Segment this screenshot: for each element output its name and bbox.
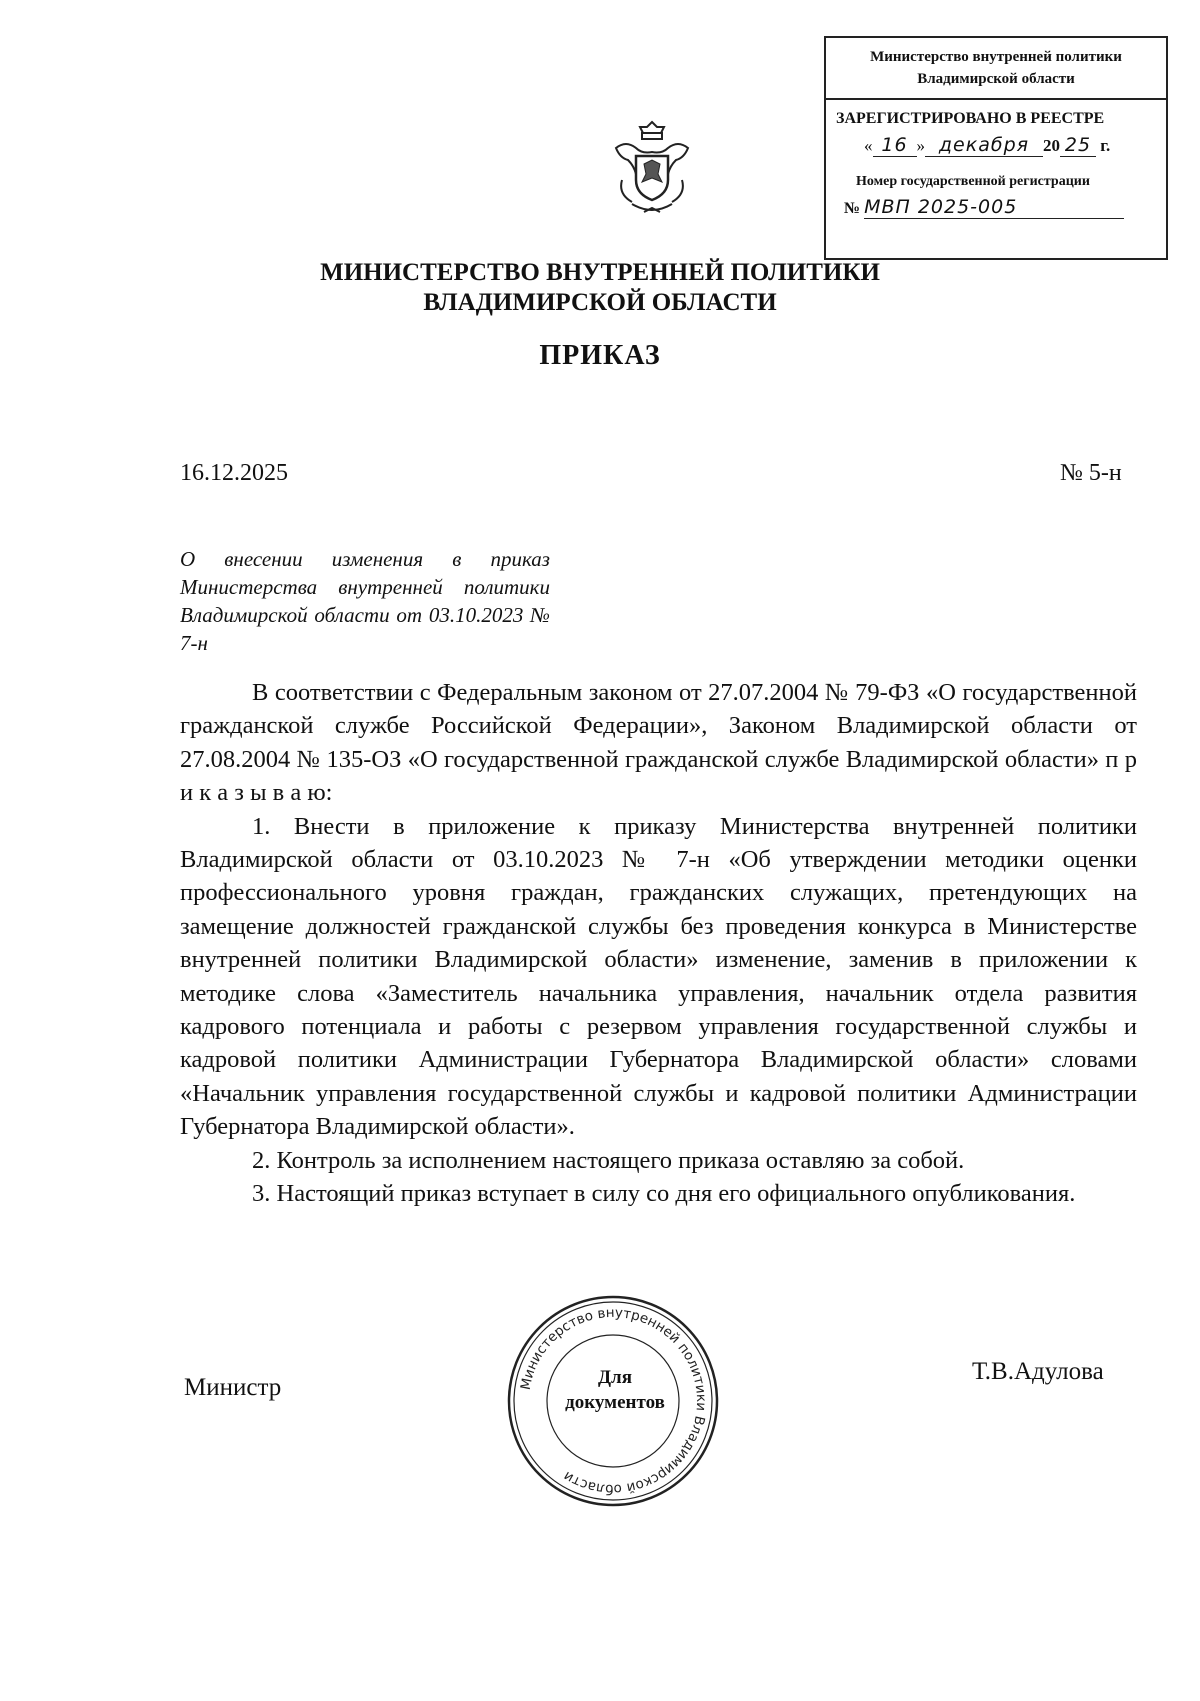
body-paragraph: 2. Контроль за исполнением настоящего приказа оставляю за собой.	[252, 1146, 965, 1174]
document-subject: О внесении изменения в приказ Министерства внутренней политики Владимирской области от 03.10.2023 № 7-н	[180, 547, 550, 655]
registration-stamp-header	[826, 38, 1166, 100]
document-body	[180, 676, 1137, 1211]
registration-year-unit: г.	[1100, 136, 1111, 155]
registration-number	[826, 190, 1166, 219]
seal-center-line2: документов	[565, 1392, 665, 1413]
coat-of-arms-icon	[608, 118, 696, 218]
ministry-name-line2: ВЛАДИМИРСКОЙ ОБЛАСТИ	[423, 289, 777, 316]
ministry-name-line1: МИНИСТЕРСТВО ВНУТРЕННЕЙ ПОЛИТИКИ	[320, 259, 880, 286]
registration-number-label: Номер государственной регистрации	[856, 174, 1090, 189]
registration-date: « 16 » декабря 20 25 г.	[864, 134, 1111, 156]
document-number: № 5-н	[1060, 460, 1122, 486]
registration-year-prefix: 20	[1043, 136, 1060, 155]
seal-center-line1: Для	[597, 1367, 632, 1388]
registration-year-suffix: 25	[1060, 134, 1096, 157]
seal-center-text	[540, 1365, 690, 1415]
registration-number-prefix: №	[844, 200, 861, 217]
body-paragraph: В соответствии с Федеральным законом от 27.07.2004 № 79-ФЗ «О государственной гражданской службе Российской Федерации», Законом Владимирской области от 27.08.2004 № 135-ОЗ «О государственной гражданской службе Владимирской области» п р и к а з ы в а ю:	[180, 679, 1137, 807]
seal-ring-text-path: Министерство внутренней политики Владимирской области	[517, 1304, 710, 1498]
document-date: 16.12.2025	[180, 460, 288, 486]
body-paragraph: 3. Настоящий приказ вступает в силу со дня его официального опубликования.	[252, 1180, 1076, 1208]
document-type: ПРИКАЗ	[539, 340, 661, 371]
registration-number-value: МВП 2025-005	[864, 196, 1124, 219]
ministry-name	[0, 258, 1200, 318]
signatory-title: Министр	[184, 1374, 282, 1401]
body-paragraph: 1. Внести в приложение к приказу Министерства внутренней политики Владимирской области от 03.10.2023 № 7-н «Об утверждении методики оценки профессионального уровня граждан, гражданских служащих, претендующих на замещение должностей гражданской службы без проведения конкурса в Министерстве внутренней политики Владимирской области» изменение, заменив в приложении к методике слова «Заместитель начальника управления, начальник отдела развития кадрового потенциала и работы с резервом управления государственной службы и кадровой политики Администрации Губернатора Владимирской области» словами «Начальник управления государственной службы и кадровой политики Администрации Губернатора Владимирской области».	[180, 812, 1137, 1141]
registered-label: ЗАРЕГИСТРИРОВАНО В РЕЕСТРЕ	[836, 110, 1105, 127]
registration-header-line1: Министерство внутренней политики	[870, 49, 1122, 65]
signatory-name: Т.В.Адулова	[972, 1358, 1104, 1385]
registration-header-line2: Владимирской области	[917, 71, 1075, 87]
registration-stamp	[824, 36, 1168, 260]
registration-day: 16	[873, 134, 917, 157]
registration-month: декабря	[925, 134, 1043, 157]
